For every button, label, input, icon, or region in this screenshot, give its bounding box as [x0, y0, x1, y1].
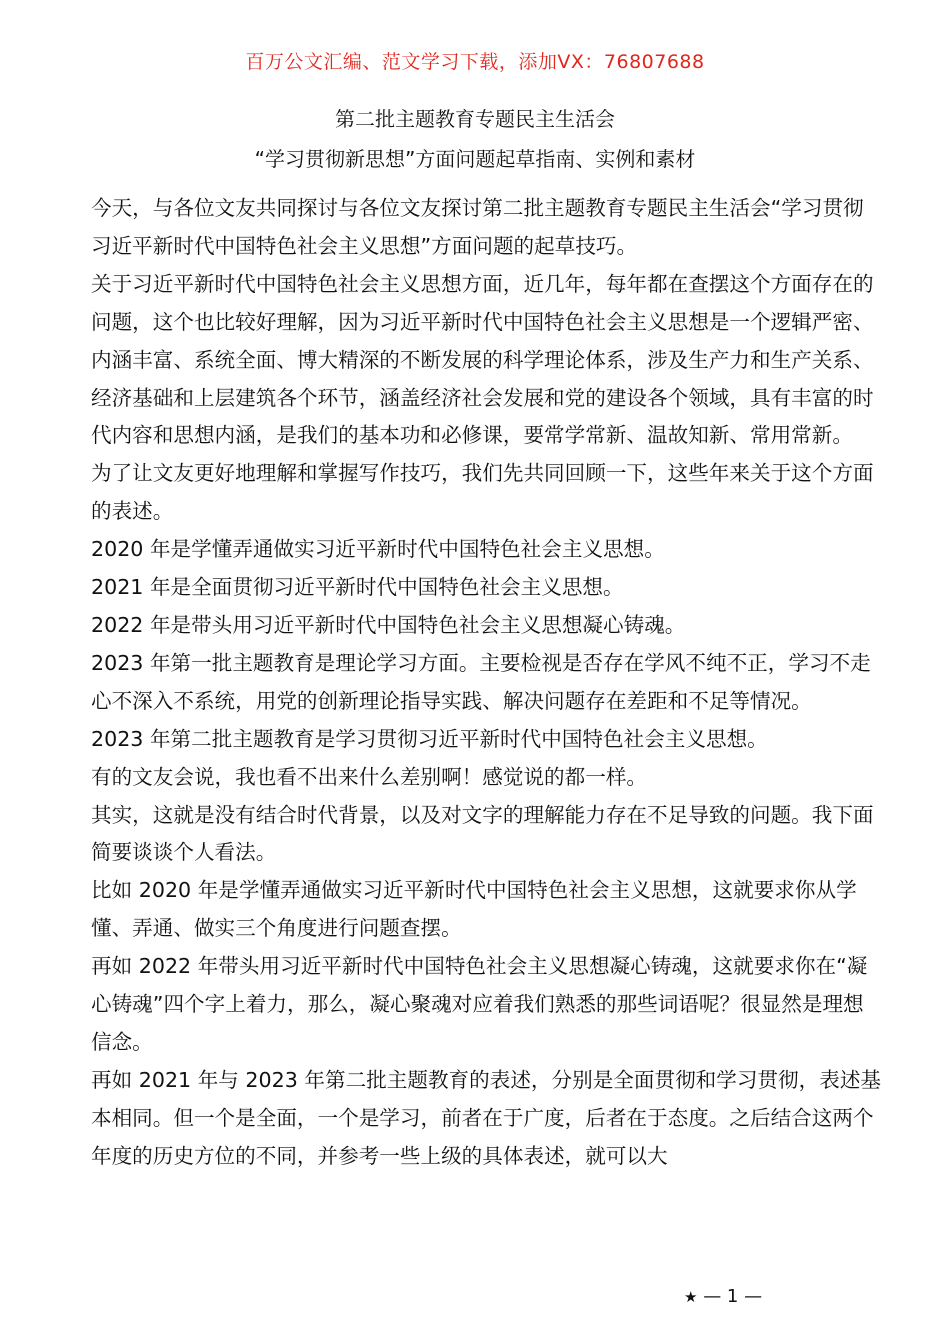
page-footer: [684, 1286, 762, 1307]
page-number: — 1 —: [703, 1286, 763, 1307]
paragraph: 比如 2020 年是学懂弄通做实习近平新时代中国特色社会主义思想，这就要求你从学懂、弄通、做实三个角度进行问题查摆。: [91, 878, 857, 941]
paragraph: 再如 2022 年带头用习近平新时代中国特色社会主义思想凝心铸魂，这就要求你在“凝心铸魂”四个字上着力，那么，凝心聚魂对应着我们熟悉的那些词语呢？很显然是理想信念。: [91, 954, 868, 1054]
doc-body: [91, 190, 881, 1176]
paragraph: 2023 年第一批主题教育是理论学习方面。主要检视是否存在学风不纯不正，学习不走心不深入不系统，用党的创新理论指导实践、解决问题存在差距和不足等情况。: [91, 650, 871, 713]
paragraph: 2022 年是带头用习近平新时代中国特色社会主义思想凝心铸魂。: [91, 612, 686, 637]
paragraph: 今天，与各位文友共同探讨与各位文友探讨第二批主题教育专题民主生活会“学习贯彻习近平新时代中国特色社会主义思想”方面问题的起草技巧。: [91, 196, 864, 258]
paragraph: 其实，这就是没有结合时代背景，以及对文字的理解能力存在不足导致的问题。我下面简要谈谈个人看法。: [91, 802, 874, 865]
paragraph: 为了让文友更好地理解和掌握写作技巧，我们先共同回顾一下，这些年来关于这个方面的表述。: [91, 461, 874, 524]
doc-title-line2: “学习贯彻新思想”方面问题起草指南、实例和素材: [254, 147, 696, 171]
paragraph: 关于习近平新时代中国特色社会主义思想方面，近几年，每年都在查摆这个方面存在的问题，这个也比较好理解，因为习近平新时代中国特色社会主义思想是一个逻辑严密、内涵丰富、系统全面、博大精深的不断发展的科学理论体系，涉及生产力和生产关系、经济基础和上层建筑各个环节，涵盖经济社会发展和党的建设各个领域，具有丰富的时代内容和思想内涵，是我们的基本功和必修课，要常学常新、温故知新、常用常新。: [91, 271, 874, 448]
paragraph: 2021 年是全面贯彻习近平新时代中国特色社会主义思想。: [91, 575, 624, 600]
star-icon: ★: [684, 1288, 698, 1306]
promo-header: 百万公文汇编、范文学习下载，添加VX：76807688: [245, 51, 705, 73]
paragraph: 2023 年第二批主题教育是学习贯彻习近平新时代中国特色社会主义思想。: [91, 726, 768, 751]
paragraph: 再如 2021 年与 2023 年第二批主题教育的表述，分别是全面贯彻和学习贯彻，表述基本相同。但一个是全面，一个是学习，前者在于广度，后者在于态度。之后结合这两个年度的历史方位的不同，并参考一些上级的具体表述，就可以大: [91, 1067, 882, 1168]
paragraph: 有的文友会说，我也看不出来什么差别啊！感觉说的都一样。: [91, 764, 648, 789]
paragraph: 2020 年是学懂弄通做实习近平新时代中国特色社会主义思想。: [91, 537, 665, 562]
doc-title-line1: 第二批主题教育专题民主生活会: [335, 107, 615, 131]
